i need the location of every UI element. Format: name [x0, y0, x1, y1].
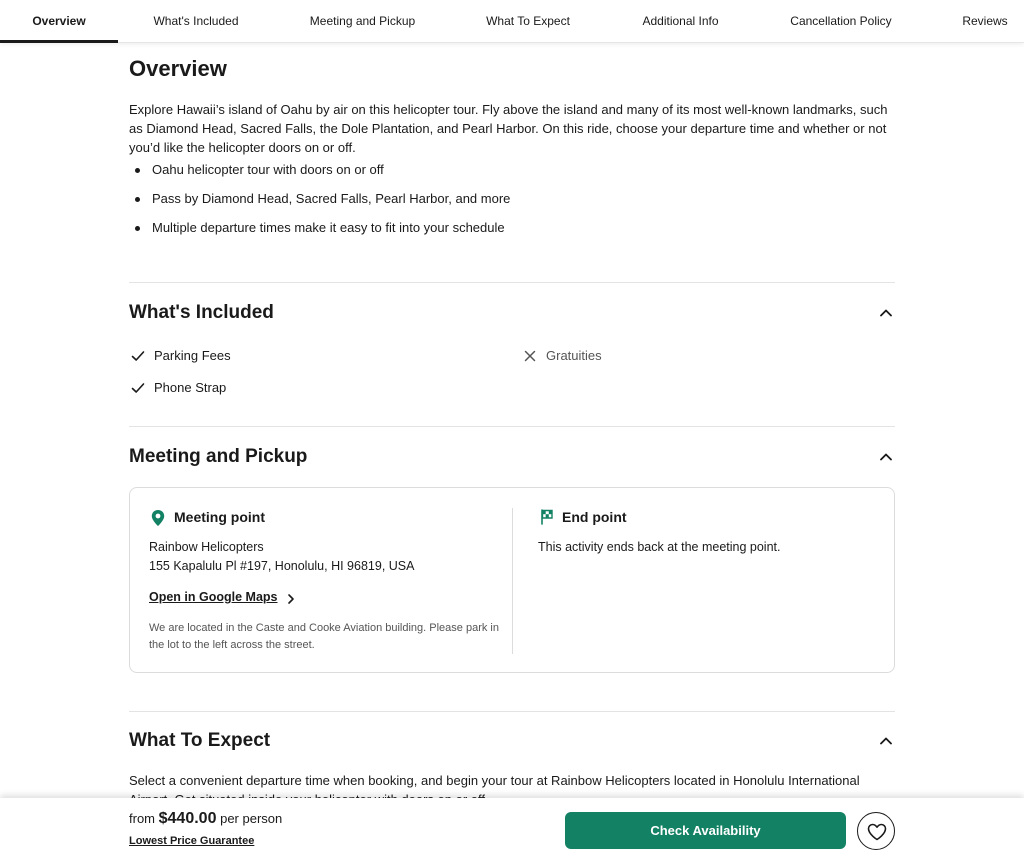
excluded-item-label: Gratuities: [546, 348, 602, 363]
list-item: Oahu helicopter tour with doors on or off: [129, 160, 829, 189]
meeting-pickup-title: Meeting and Pickup: [129, 446, 308, 467]
booking-bar: [0, 798, 1024, 854]
whats-included-title: What's Included: [129, 302, 274, 323]
open-in-google-maps-link[interactable]: [149, 590, 277, 604]
end-point-text: This activity ends back at the meeting point.: [538, 540, 781, 554]
check-icon: [131, 381, 145, 395]
section-tabs: [0, 0, 1024, 43]
chevron-up-icon[interactable]: [878, 449, 894, 465]
lowest-price-guarantee-link[interactable]: Lowest Price Guarantee: [129, 835, 255, 847]
meeting-point-address: 155 Kapalulu Pl #197, Honolulu, HI 96819, USA: [149, 559, 415, 573]
tab-reviews[interactable]: Reviews: [962, 14, 1008, 28]
overview-description: Explore Hawaii’s island of Oahu by air on this helicopter tour. Fly above the island and many of its most well-known landmarks, such as Diamond Head, Sacred Falls, the Dole Plantation, and Pearl Harbor. On this ride, choose your departure time and whether or not you’d like the helicopter doors on or off.: [129, 102, 888, 155]
price-line: [129, 810, 282, 828]
maps-link-label: Open in Google Maps: [149, 590, 278, 604]
included-item-label: Parking Fees: [154, 348, 231, 363]
tab-additional-info[interactable]: Additional Info: [642, 14, 719, 28]
price-from-label: from: [129, 811, 155, 826]
check-availability-button[interactable]: Check Availability: [565, 812, 846, 849]
close-icon: [523, 349, 537, 363]
section-divider: [129, 711, 895, 712]
section-divider: [129, 282, 895, 283]
column-divider: [512, 508, 513, 654]
flag-icon: [540, 509, 554, 525]
list-item: Multiple departure times make it easy to fit into your schedule: [129, 218, 829, 247]
included-item-label: Phone Strap: [154, 380, 227, 395]
what-to-expect-title: What To Expect: [129, 730, 271, 751]
end-point-heading: End point: [562, 509, 627, 525]
tab-cancellation-policy[interactable]: Cancellation Policy: [790, 14, 892, 28]
chevron-right-icon: [287, 593, 295, 605]
save-to-wishlist-button[interactable]: [857, 812, 895, 850]
tab-overview[interactable]: Overview: [0, 0, 118, 43]
tab-meeting-and-pickup[interactable]: Meeting and Pickup: [309, 14, 416, 28]
map-pin-icon: [150, 509, 166, 527]
chevron-up-icon[interactable]: [878, 733, 894, 749]
meeting-point-name: Rainbow Helicopters: [149, 540, 264, 554]
meeting-card: [129, 487, 895, 673]
what-to-expect-description: Select a convenient departure time when booking, and begin your tour at Rainbow Helicopters located in Honolulu International: [129, 773, 860, 788]
price-amount: $440.00: [158, 810, 217, 827]
price-per-label: per person: [220, 811, 283, 826]
overview-highlights: [129, 160, 829, 247]
heart-icon: [867, 823, 887, 841]
list-item: Pass by Diamond Head, Sacred Falls, Pearl Harbor, and more: [129, 189, 829, 218]
overview-title: Overview: [129, 56, 227, 81]
tab-whats-included[interactable]: What's Included: [153, 14, 239, 28]
section-divider: [129, 426, 895, 427]
meeting-point-heading: Meeting point: [174, 509, 265, 525]
meeting-point-note: We are located in the Caste and Cooke Aviation building. Please park in the lot to the left across the street.: [149, 622, 499, 651]
tab-what-to-expect[interactable]: What To Expect: [486, 14, 570, 28]
check-icon: [131, 349, 145, 363]
chevron-up-icon[interactable]: [878, 305, 894, 321]
